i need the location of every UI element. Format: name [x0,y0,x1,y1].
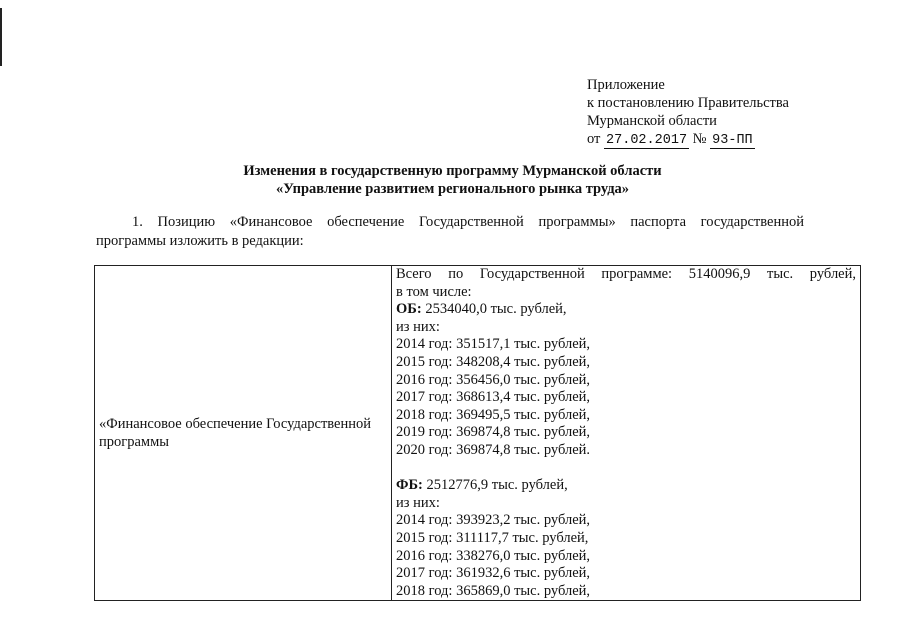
section-gap [396,460,856,478]
date-prefix: от [587,131,601,147]
position-label-line-1: «Финансовое обеспечение Государственной [99,416,372,433]
appendix-block [587,76,789,149]
paragraph-line-1: 1. Позицию «Финансовое обеспечение Государственной программы» паспорта государственной [132,214,804,230]
position-label-line-2: программы [99,434,169,451]
fb-label: ФБ: [396,477,423,494]
ob-sub-label: из них: [396,318,440,335]
ob-year-2015: 2015 год: 348208,4 тыс. рублей, [396,353,591,370]
ob-year-2020: 2020 год: 369874,8 тыс. рублей. [396,441,591,458]
fb-amount: 2512776,9 тыс. рублей, [426,477,568,494]
heading-line-2: «Управление развитием регионального рынка труда» [275,181,630,197]
fb-total-line [396,477,856,495]
passport-table [94,265,861,601]
ob-year-2019: 2019 год: 369874,8 тыс. рублей, [396,424,591,441]
ob-amount: 2534040,0 тыс. рублей, [425,301,567,318]
ob-total-line [396,301,856,319]
fb-year-2016: 2016 год: 338276,0 тыс. рублей, [396,547,591,564]
fb-year-2018: 2018 год: 365869,0 тыс. рублей, [396,582,591,599]
ob-year-2018: 2018 год: 369495,5 тыс. рублей, [396,406,591,423]
appendix-title: Приложение [587,77,665,93]
number-prefix: № [692,131,707,147]
decree-date: 27.02.2017 [606,133,688,148]
instruction-paragraph [96,213,804,251]
fb-sub-label: из них: [396,494,440,511]
paragraph-line-2: программы изложить в редакции: [96,233,304,249]
fb-year-2017: 2017 год: 361932,6 тыс. рублей, [396,565,591,582]
document-heading [0,162,905,198]
total-line: Всего по Государственной программе: 5140096,9 тыс. рублей, [396,266,856,282]
appendix-date-number-line [587,130,789,149]
ob-year-2014: 2014 год: 351517,1 тыс. рублей, [396,336,591,353]
ob-label: ОБ: [396,301,422,318]
fb-year-2015: 2015 год: 311117,7 тыс. рублей, [396,529,589,546]
scan-edge-line [0,8,2,66]
ob-year-2016: 2016 год: 356456,0 тыс. рублей, [396,371,591,388]
heading-line-1: Изменения в государственную программу Мурманской области [243,163,662,179]
appendix-region-line: Мурманской области [587,113,717,129]
including-line: в том числе: [396,283,472,300]
decree-number: 93-ПП [712,133,753,148]
appendix-decree-line: к постановлению Правительства [587,95,789,111]
ob-year-2017: 2017 год: 368613,4 тыс. рублей, [396,389,591,406]
fb-year-2014: 2014 год: 393923,2 тыс. рублей, [396,512,591,529]
financing-value-cell [392,266,861,601]
position-label-cell [95,266,392,601]
table-row [95,266,861,601]
